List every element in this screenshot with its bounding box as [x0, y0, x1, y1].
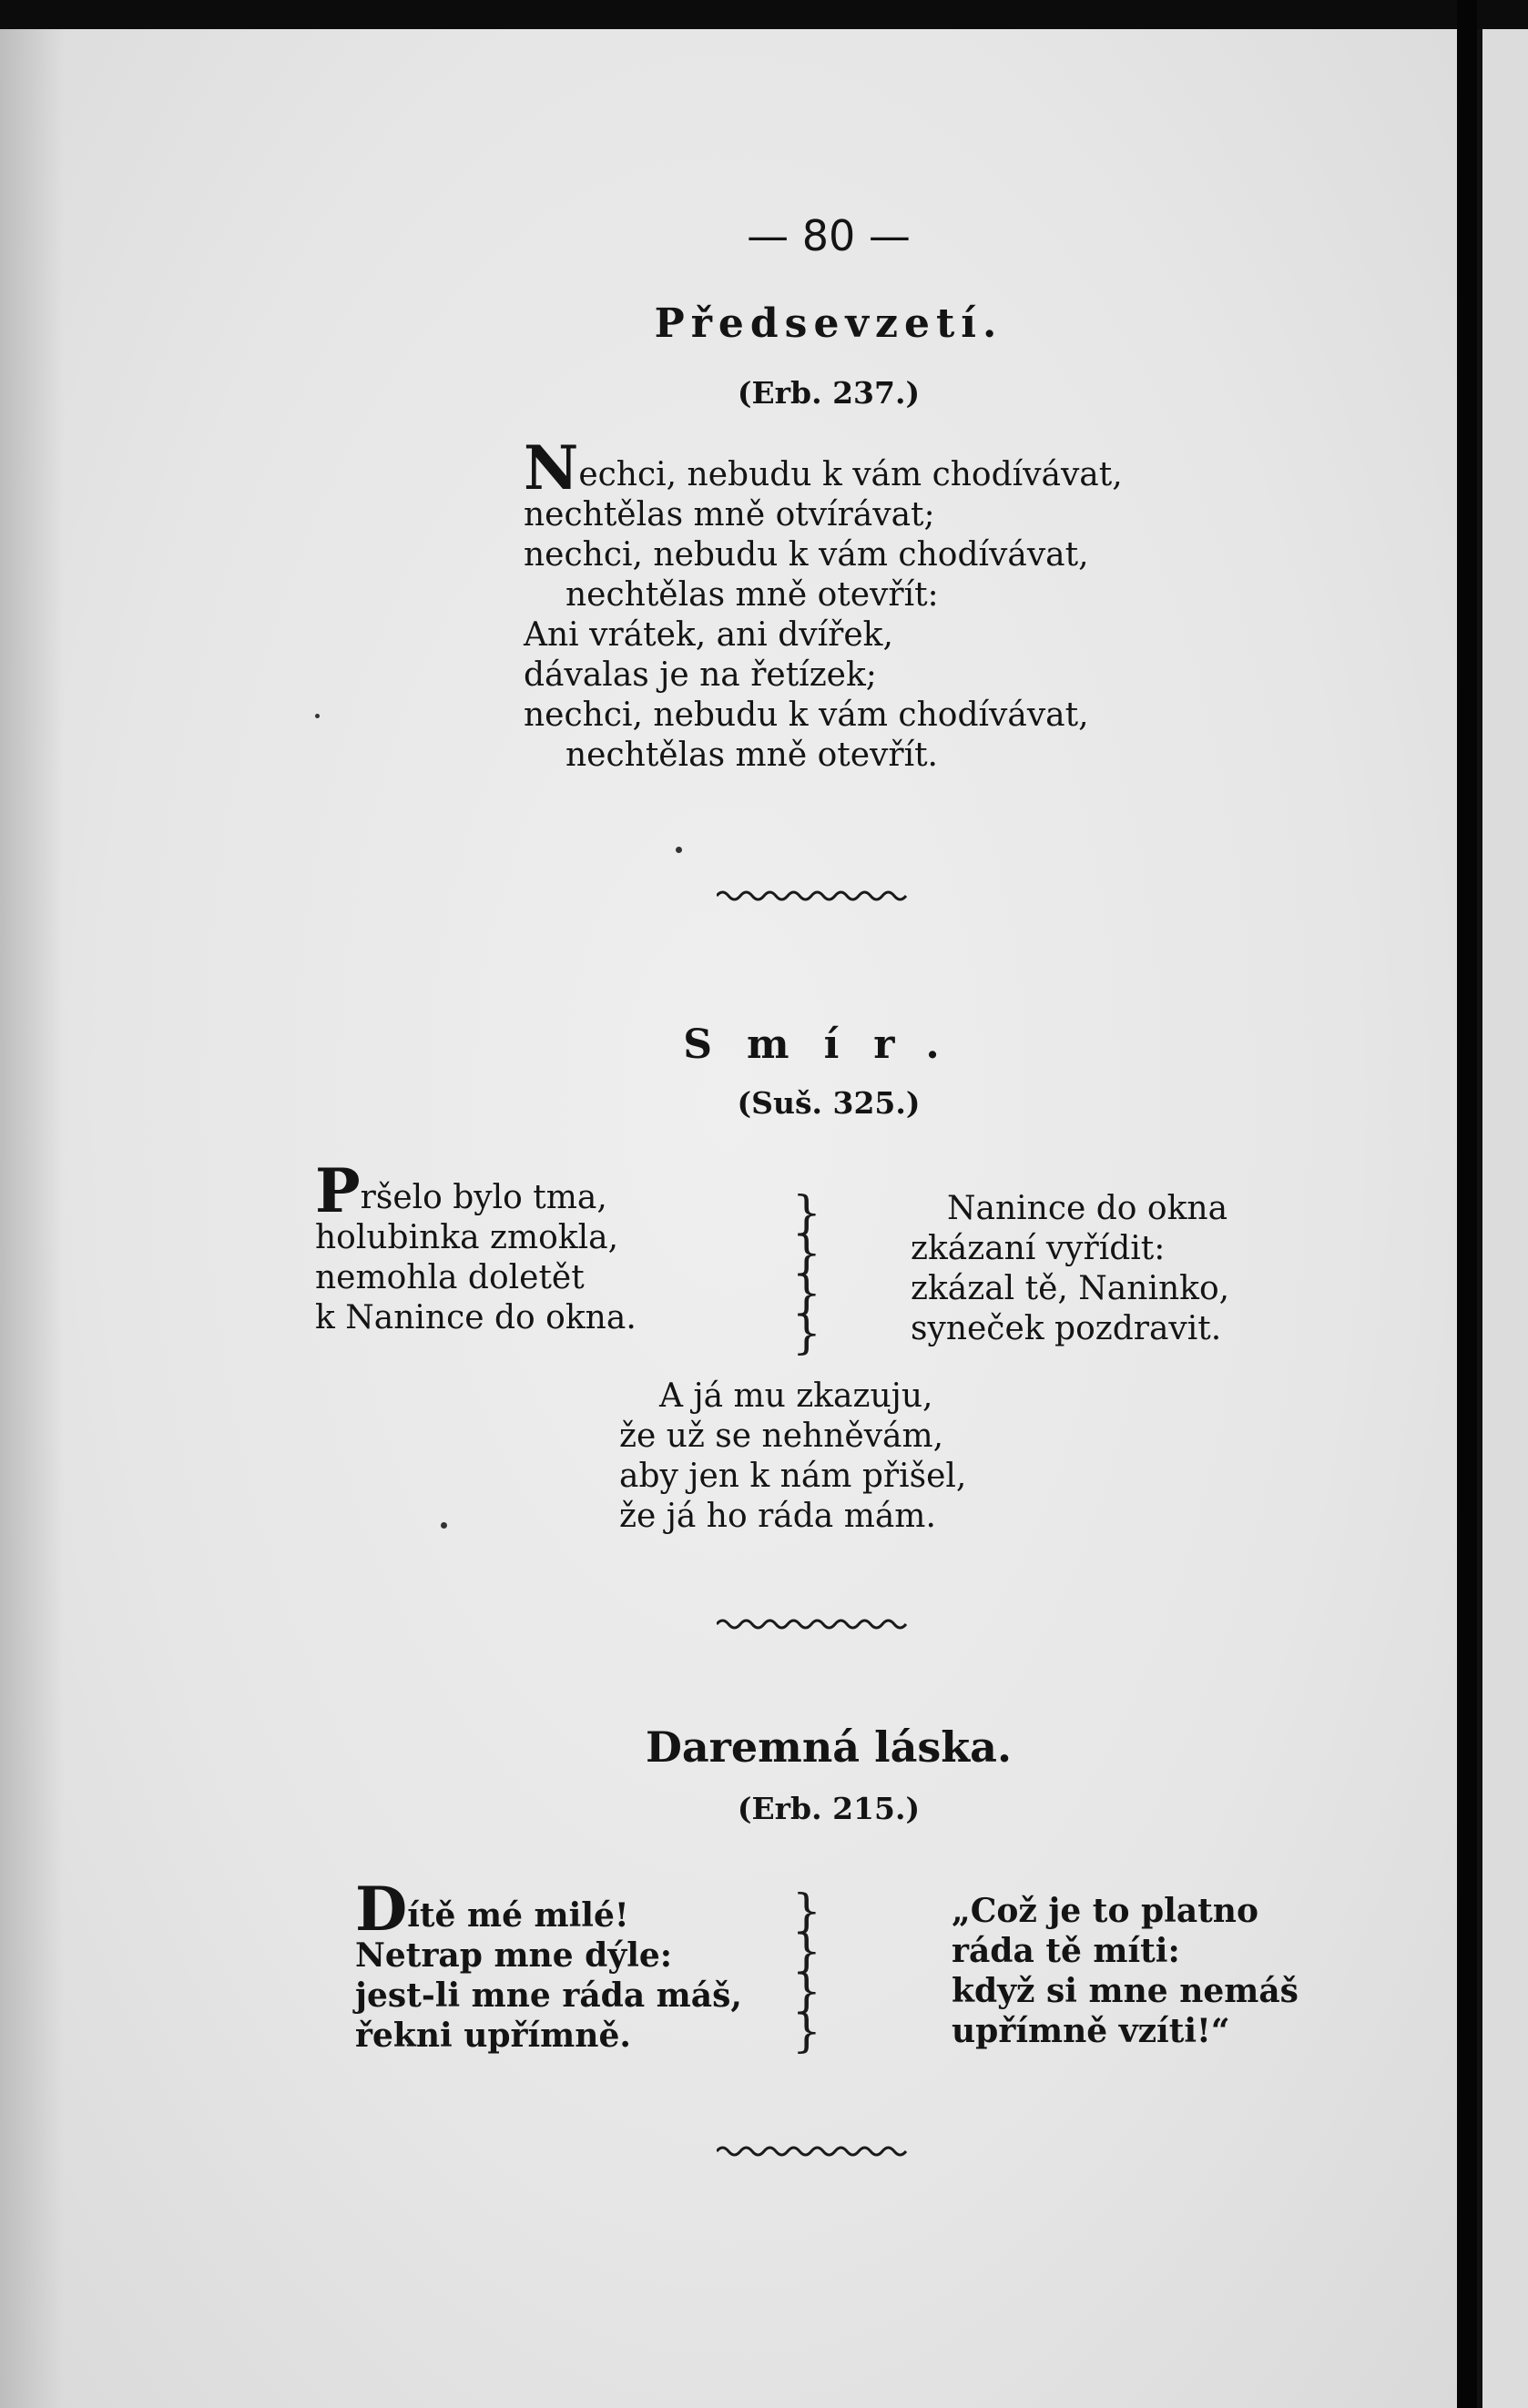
poem-line: Nechci, nebudu k vám chodívávat, — [524, 432, 1123, 503]
poem-stanza-center — [619, 1377, 966, 1537]
poem-stanza — [524, 432, 1123, 776]
poem-line: nechtělas mně otevřít: — [565, 576, 939, 614]
poem-line: dávalas je na řetízek; — [524, 656, 877, 694]
section-reference: (Suš. 325.) — [737, 1085, 921, 1121]
book-page — [0, 29, 1457, 2408]
poem-line: nechtělas mně otvírávat; — [524, 496, 935, 533]
poem-line: nechci, nebudu k vám chodívávat, — [524, 696, 1089, 734]
drop-cap: N — [524, 432, 579, 503]
section-title-daremna-laska: Daremná láska. — [645, 1722, 1012, 1772]
ink-speck — [315, 714, 320, 718]
poem-stanza-left — [355, 1874, 742, 2056]
poem-stanza-left — [315, 1155, 637, 1338]
page-number: — 80 — — [747, 211, 911, 260]
ink-speck — [676, 847, 682, 853]
poem-line: jest-li mne ráda máš, — [355, 1976, 742, 2015]
poem-line: že já ho ráda mám. — [619, 1498, 936, 1535]
poem-line: holubinka zmokla, — [315, 1219, 619, 1256]
brace-separator: } } } } — [792, 1186, 821, 1359]
poem-line: že už se nehněvám, — [619, 1417, 944, 1455]
poem-line: Ani vrátek, ani dvířek, — [524, 616, 893, 654]
poem-line: Dítě mé milé! — [355, 1874, 629, 1945]
ink-speck — [441, 1522, 447, 1529]
drop-cap: D — [355, 1874, 408, 1945]
poem-stanza-right — [911, 1189, 1229, 1349]
section-title-predsevzeti: Předsevzetí. — [654, 300, 1003, 347]
poem-line: syneček pozdravit. — [911, 1310, 1222, 1347]
poem-line: Pršelo bylo tma, — [315, 1155, 607, 1226]
section-reference: (Erb. 237.) — [737, 375, 921, 411]
section-title-smir: Smír. — [683, 1021, 974, 1068]
poem-line: nemohla doletět — [315, 1259, 585, 1296]
poem-line: zkázal tě, Naninko, — [911, 1270, 1230, 1307]
poem-line: zkázaní vyřídit: — [911, 1230, 1166, 1267]
section-reference: (Erb. 215.) — [737, 1791, 921, 1826]
poem-line: nechtělas mně otevřít. — [565, 737, 938, 774]
wavy-divider — [717, 888, 908, 904]
wavy-divider — [717, 1616, 908, 1632]
poem-line: řekni upřímně. — [355, 2017, 631, 2055]
wavy-divider — [717, 2143, 908, 2159]
poem-line: A já mu zkazuju, — [659, 1377, 933, 1415]
poem-line: Nanince do okna — [947, 1190, 1228, 1227]
poem-line: upřímně vzíti!“ — [952, 2012, 1230, 2050]
poem-line: „Což je to platno — [952, 1892, 1258, 1930]
facing-page-edge — [1477, 29, 1528, 2408]
drop-cap: P — [315, 1155, 361, 1226]
poem-line: k Nanince do okna. — [315, 1299, 637, 1336]
poem-line: když si mne nemáš — [952, 1972, 1299, 2010]
brace-separator: } } } } — [792, 1885, 821, 2057]
book-spine-shadow — [1457, 0, 1477, 2408]
poem-line: Netrap mne dýle: — [355, 1936, 673, 1975]
poem-line: aby jen k nám přišel, — [619, 1458, 967, 1495]
poem-stanza-right — [952, 1891, 1299, 2051]
poem-line: nechci, nebudu k vám chodívávat, — [524, 536, 1089, 574]
poem-line: ráda tě míti: — [952, 1932, 1180, 1970]
